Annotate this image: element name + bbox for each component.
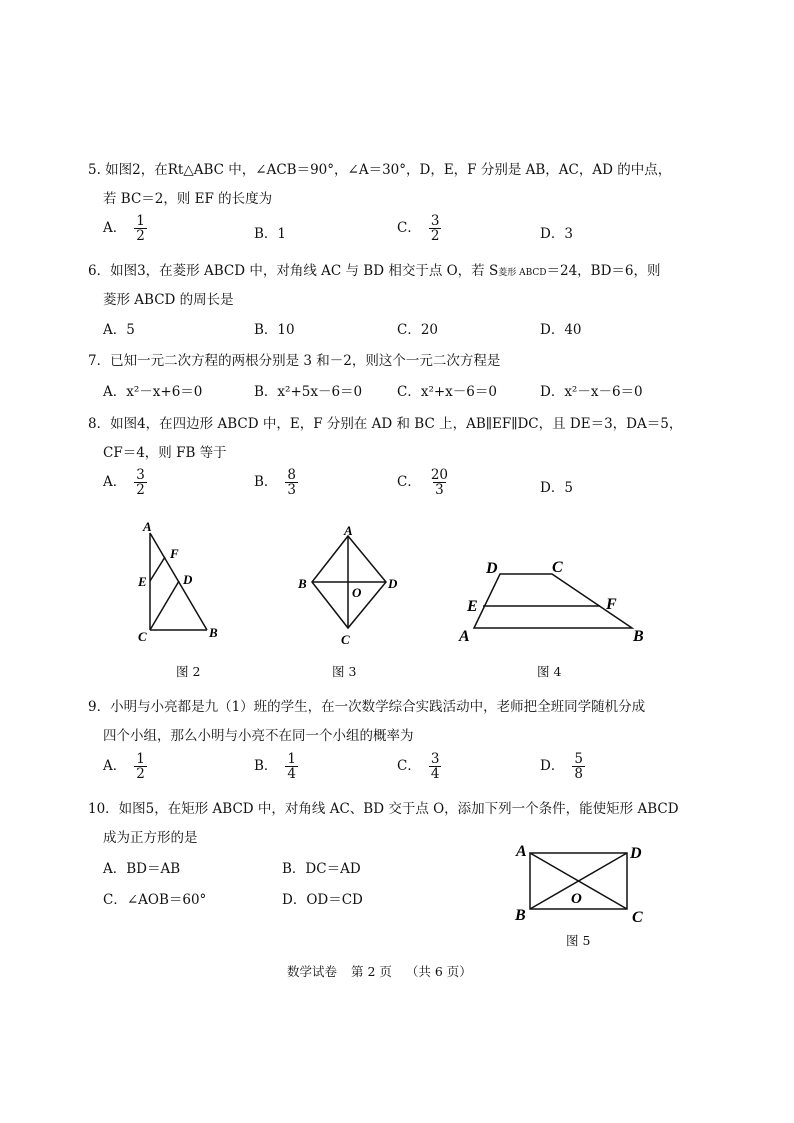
q9-option-a[interactable] <box>103 752 147 781</box>
fraction-denominator: 3 <box>435 482 444 499</box>
q5-option-a-label: A． <box>103 220 127 237</box>
q9-stem-line1: 9．小明与小亮都是九（1）班的学生，在一次数学综合实践活动中，老师把全班同学随机分成 <box>88 699 646 715</box>
fig2-label-c: C <box>138 629 147 644</box>
q9-option-d-fraction <box>572 752 585 781</box>
figure-3-caption: 图 3 <box>332 664 357 679</box>
q5-option-c[interactable] <box>397 214 441 243</box>
q6-option-c[interactable]: C．20 <box>397 322 439 338</box>
q9-option-b-fraction <box>285 752 298 781</box>
q8-option-d[interactable]: D．5 <box>540 480 573 496</box>
fraction-numerator: 5 <box>574 751 583 767</box>
fig5-label-d: D <box>630 845 642 862</box>
fraction-numerator: 1 <box>136 751 145 767</box>
figure-4-caption: 图 4 <box>537 664 562 679</box>
fig5-label-o: O <box>571 891 582 907</box>
footer-page-number: 第 2 页 <box>351 964 392 979</box>
q5-option-a[interactable] <box>103 214 147 243</box>
q5-option-d[interactable]: D．3 <box>540 226 573 242</box>
q9-option-b-label: B． <box>254 758 278 775</box>
fig2-label-f: F <box>170 546 179 561</box>
q6-stem-part1: 6．如图3，在菱形 ABCD 中，对角线 AC 与 BD 相交于点 O，若 S <box>88 263 499 279</box>
q5-stem-line2: 若 BC＝2，则 EF 的长度为 <box>103 191 273 207</box>
fraction-numerator: 3 <box>136 467 145 483</box>
q7-option-c[interactable]: C．x²+x－6＝0 <box>397 384 497 400</box>
q8-option-c-label: C． <box>397 474 421 491</box>
fig2-segment-ef <box>150 557 165 581</box>
q9-option-a-label: A． <box>103 758 127 775</box>
fraction-numerator: 3 <box>430 213 440 229</box>
fig3-label-a: A <box>344 523 353 538</box>
q9-stem-line2: 四个小组，那么小明与小亮不在同一个小组的概率为 <box>103 728 414 744</box>
fraction-denominator: 2 <box>430 228 440 245</box>
fraction-denominator: 2 <box>136 766 145 783</box>
fraction-denominator: 4 <box>430 766 440 783</box>
fig3-label-o: O <box>352 585 362 600</box>
fig3-rhombus <box>312 536 386 628</box>
fig3-label-c: C <box>341 632 350 647</box>
q8-option-b[interactable] <box>254 468 298 497</box>
q9-option-c-fraction <box>429 752 442 781</box>
fraction-numerator: 3 <box>430 751 440 767</box>
q10-stem-line1: 10．如图5，在矩形 ABCD 中，对角线 AC、BD 交于点 O，添加下列一个条件，能使矩形 ABCD <box>88 801 679 817</box>
figure-5-caption: 图 5 <box>566 933 591 948</box>
fig5-rectangle <box>530 853 627 909</box>
q7-option-b[interactable]: B．x²+5x－6＝0 <box>254 384 363 400</box>
q10-stem-line2: 成为正方形的是 <box>103 830 198 846</box>
fig3-label-b: B <box>298 576 307 591</box>
figure-5-lines <box>530 853 627 909</box>
q6-stem-line1 <box>88 259 661 279</box>
q7-option-d[interactable]: D．x²－x－6＝0 <box>540 384 643 400</box>
fig4-label-f: F <box>606 596 617 613</box>
q8-option-b-fraction <box>285 468 298 497</box>
q10-option-a[interactable]: A．BD＝AB <box>103 861 181 877</box>
q9-option-d[interactable] <box>540 752 585 781</box>
q8-option-a-fraction <box>134 468 147 497</box>
q10-option-d[interactable]: D．OD＝CD <box>282 892 363 908</box>
q7-option-a[interactable]: A．x²－x+6＝0 <box>103 384 203 400</box>
q6-option-b[interactable]: B．10 <box>254 322 295 338</box>
q6-option-d[interactable]: D．40 <box>540 322 582 338</box>
footer-subject: 数学试卷 <box>287 964 338 979</box>
q5-option-b[interactable]: B．1 <box>254 226 287 242</box>
q10-option-b[interactable]: B．DC＝AD <box>282 861 361 877</box>
footer-total-pages: （共 6 页） <box>405 964 472 979</box>
q6-option-a[interactable]: A．5 <box>103 322 135 338</box>
q8-option-a[interactable] <box>103 468 147 497</box>
fraction-numerator: 8 <box>287 467 297 483</box>
fraction-denominator: 2 <box>136 482 145 499</box>
fig2-side-ab <box>150 533 207 630</box>
q9-option-d-label: D． <box>540 758 565 775</box>
q9-option-b[interactable] <box>254 752 298 781</box>
figure-2-caption: 图 2 <box>176 664 201 679</box>
fig2-label-a: A <box>143 519 152 534</box>
fig5-label-b: B <box>515 907 526 924</box>
fraction-denominator: 3 <box>287 482 297 499</box>
fig2-label-d: D <box>183 572 193 587</box>
q8-option-c[interactable] <box>397 468 450 497</box>
page-footer <box>287 962 472 980</box>
q9-option-c-label: C． <box>397 758 421 775</box>
fig4-label-b: B <box>633 628 644 645</box>
fraction-denominator: 2 <box>136 228 145 245</box>
q9-option-c[interactable] <box>397 752 441 781</box>
q5-option-c-fraction <box>429 214 442 243</box>
fig4-label-a: A <box>459 628 470 645</box>
q8-stem-line1: 8．如图4，在四边形 ABCD 中，E，F 分别在 AD 和 BC 上，AB∥EF∥DC，且 DE＝3，DA＝5， <box>88 416 683 432</box>
fig4-quadrilateral <box>474 574 632 628</box>
q10-option-c[interactable]: C．∠AOB＝60° <box>103 892 207 908</box>
q7-stem: 7．已知一元二次方程的两根分别是 3 和－2，则这个一元二次方程是 <box>88 353 501 369</box>
q5-option-c-label: C． <box>397 220 421 237</box>
fraction-denominator: 4 <box>287 766 297 783</box>
fig5-label-a: A <box>516 843 527 860</box>
q5-option-a-fraction <box>134 214 147 243</box>
fig4-label-e: E <box>467 598 478 615</box>
q8-stem-line2: CF＝4，则 FB 等于 <box>103 445 227 461</box>
q8-option-b-label: B． <box>254 474 278 491</box>
q8-option-c-fraction <box>429 468 450 497</box>
fig2-label-e: E <box>138 574 147 589</box>
fraction-numerator: 1 <box>287 751 297 767</box>
figure-2-lines <box>150 533 207 630</box>
q8-option-a-label: A． <box>103 474 127 491</box>
fig5-diagonal-bd <box>530 853 627 909</box>
q9-option-a-fraction <box>134 752 147 781</box>
fig4-label-c: C <box>552 559 563 576</box>
fraction-numerator: 1 <box>136 213 145 229</box>
fraction-numerator: 20 <box>430 467 449 483</box>
figure-3-lines <box>312 536 386 628</box>
fig5-label-c: C <box>632 909 643 926</box>
q6-stem-part2: ＝24，BD＝6，则 <box>546 263 661 279</box>
q6-stem-subscript: 菱形 ABCD <box>498 268 547 278</box>
figure-4-lines <box>474 574 632 628</box>
fraction-denominator: 8 <box>574 766 583 783</box>
fig2-label-b: B <box>209 625 218 640</box>
fig3-label-d: D <box>388 576 398 591</box>
fig4-label-d: D <box>486 560 498 577</box>
q5-stem-line1: 5. 如图2，在Rt△ABC 中，∠ACB＝90°，∠A＝30°，D，E，F 分别是 AB，AC，AD 的中点， <box>88 162 672 178</box>
fig2-segment-cd <box>150 581 179 630</box>
fig5-diagonal-ac <box>530 853 627 909</box>
q6-stem-line2: 菱形 ABCD 的周长是 <box>103 292 234 308</box>
